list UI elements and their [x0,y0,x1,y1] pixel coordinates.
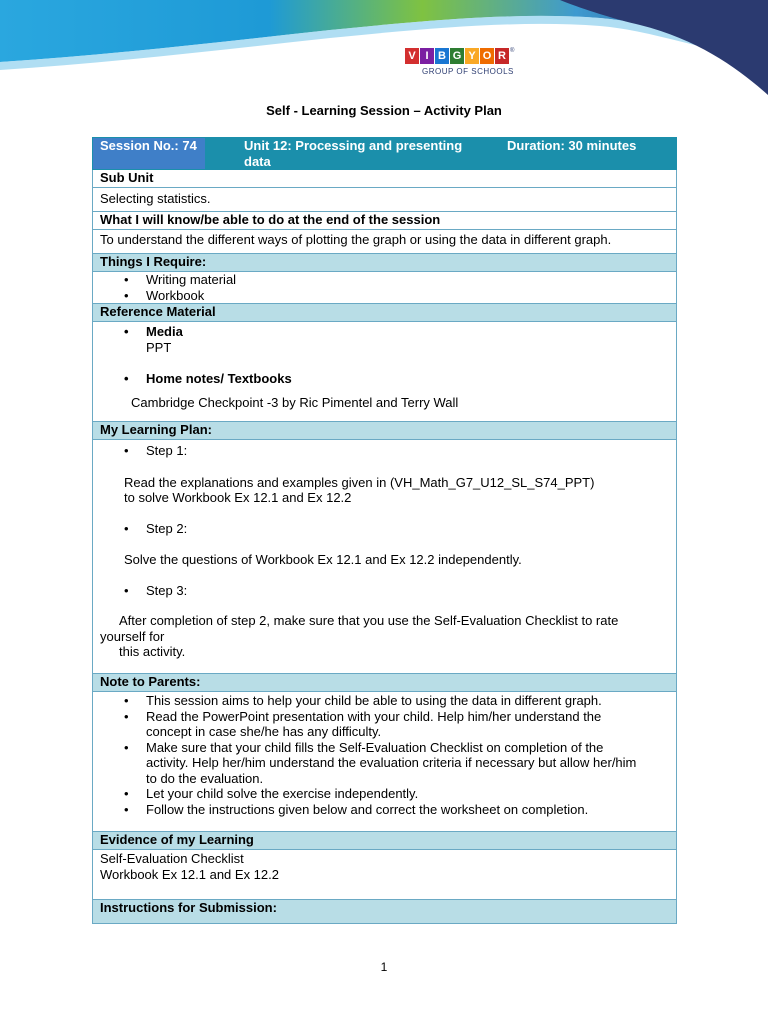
step-2: • Step 2: [146,521,669,537]
reference-book: Cambridge Checkpoint -3 by Ric Pimentel and Terry Wall [131,394,459,410]
list-item: • Follow the instructions given below and correct the worksheet on completion. [146,802,646,818]
list-item: • Home notes/ Textbooks [146,371,669,387]
step-3-text-c: this activity. [119,644,186,659]
list-item: • Make sure that your child fills the Self-Evaluation Checklist on completion of the activity. Help her/him understand the evaluation criteria if necessary but allow her/him to do the evaluation. [146,740,646,787]
require-list [100,272,669,303]
reference-ppt: PPT [146,339,172,355]
plan-label: My Learning Plan: [93,422,677,440]
logo-letter: I [420,48,434,64]
page-title: Self - Learning Session – Activity Plan [266,103,502,118]
list-item: • Workbook [146,288,669,304]
header-banner [0,0,768,95]
sub-unit-label: Sub Unit [93,170,677,188]
logo-letter: B [435,48,449,64]
logo-letter: Y [465,48,479,64]
reference-list [100,324,669,340]
logo-letter: V [405,48,419,64]
outcome-label: What I will know/be able to do at the end of the session [93,212,677,230]
sub-unit-text: Selecting statistics. [93,188,677,212]
list-item: • Media [146,324,669,340]
activity-plan-table [92,137,677,924]
parents-label: Note to Parents: [93,674,677,692]
step-2-text: Solve the questions of Workbook Ex 12.1 and Ex 12.2 independently. [124,552,522,567]
session-number: Session No.: 74 [93,138,206,170]
step-1-text-b: to solve Workbook Ex 12.1 and Ex 12.2 [124,490,352,505]
duration: Duration: 30 minutes [500,138,677,170]
list-item: • This session aims to help your child be able to using the data in different graph. [146,693,646,709]
step-3-text-a: After completion of step 2, make sure that you use the Self-Evaluation Checklist to rate [119,613,619,628]
step-1-text-a: Read the explanations and examples given in (VH_Math_G7_U12_SL_S74_PPT) [124,474,595,490]
outcome-text: To understand the different ways of plotting the graph or using the data in different graph. [93,230,677,254]
logo-letters [405,48,545,64]
reference-label: Reference Material [93,304,677,322]
vibgyor-logo [405,48,545,84]
unit-title: Unit 12: Processing and presenting data [206,138,500,170]
evidence-item: Self-Evaluation Checklist [100,851,244,866]
step-1: • Step 1: [146,443,669,459]
page-number: 1 [380,960,388,974]
logo-letter: R [495,48,509,64]
logo-subtitle: GROUP OF SCHOOLS [422,67,514,76]
list-item: • Let your child solve the exercise independently. [146,786,646,802]
list-item: • Read the PowerPoint presentation with your child. Help him/her understand the concept in case she/he has any difficulty. [146,709,646,740]
require-label: Things I Require: [93,254,677,272]
parents-list [100,693,646,817]
submission-label: Instructions for Submission: [93,900,677,924]
logo-letter: G [450,48,464,64]
evidence-label: Evidence of my Learning [93,832,677,850]
registered-mark: ® [510,48,515,54]
logo-letter: O [480,48,494,64]
list-item: • Writing material [146,272,669,288]
step-3-text-b: yourself for [100,628,165,644]
evidence-item: Workbook Ex 12.1 and Ex 12.2 [100,866,279,882]
step-3: • Step 3: [146,583,669,599]
